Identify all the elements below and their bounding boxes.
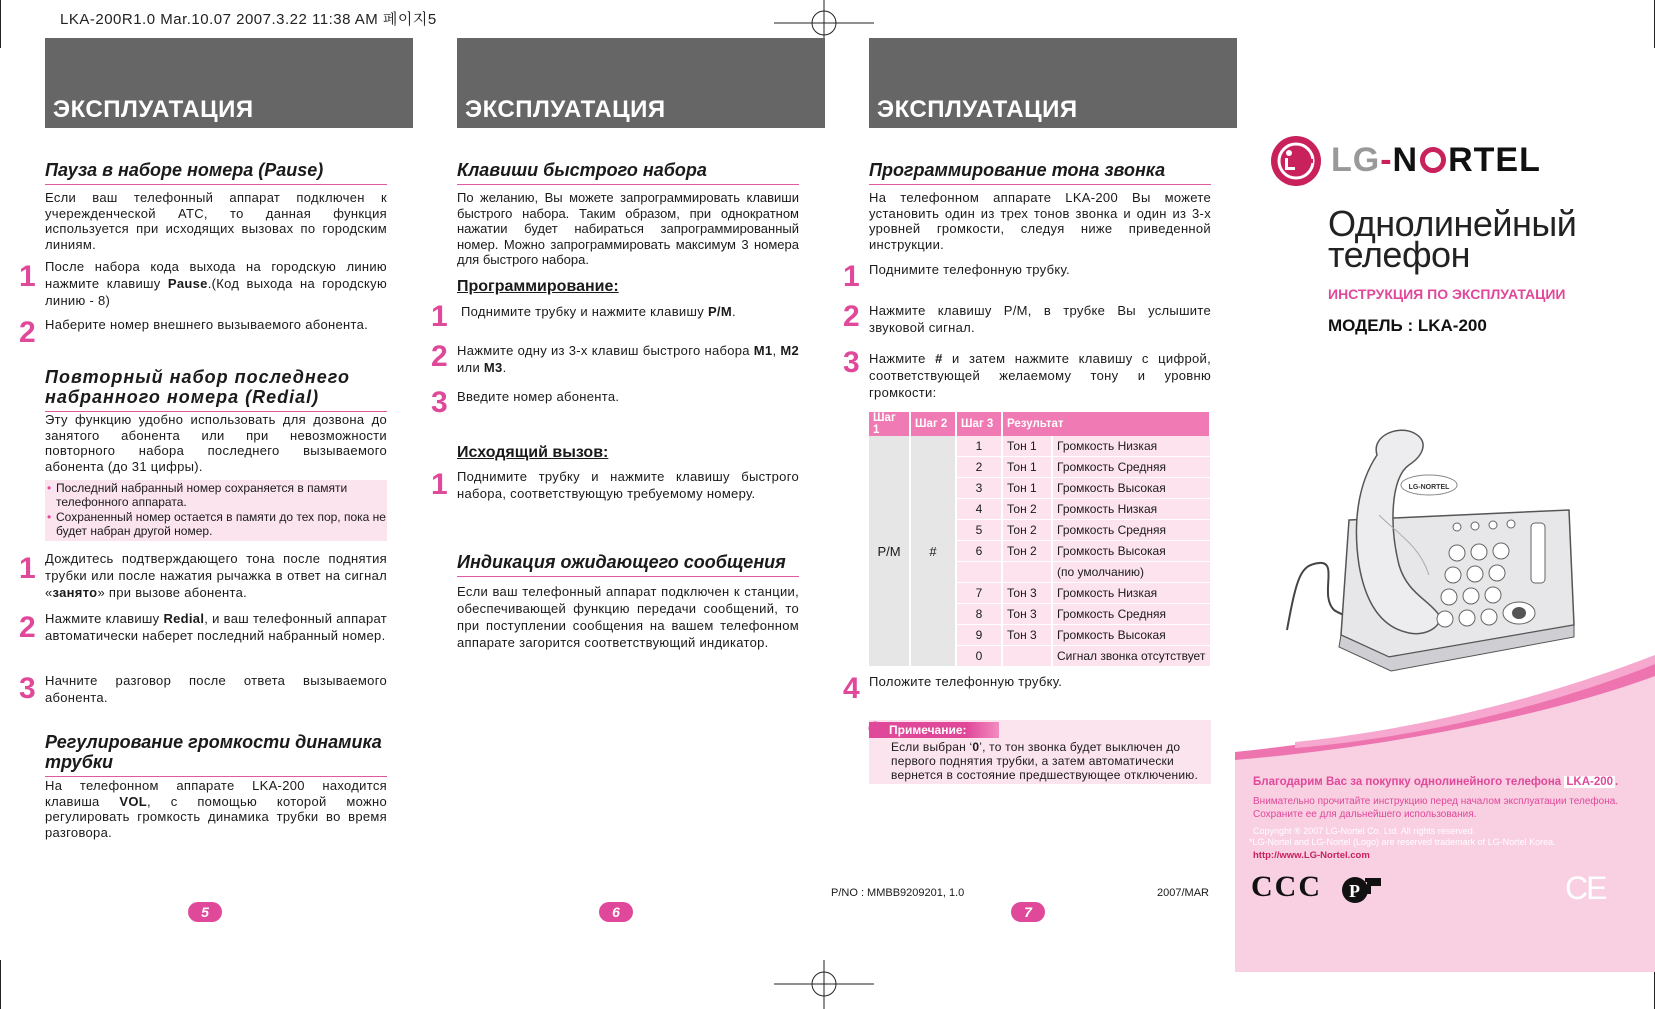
table-cell-result: Сигнал звонка отсутствует (1052, 646, 1210, 667)
header-bar-page7 (869, 38, 1237, 128)
speed-dial-intro: По желанию, Вы можете запрограммировать клавиши быстрого набора. Таким образом, при однократном нажатии будет набираться запрограммированный номер. Можно запрограммировать максимум 3 номера для быстрого набора. (457, 190, 799, 267)
table-cell-result: Громкость Высокая (1052, 625, 1210, 646)
table-cell-tone: Тон 3 (1002, 583, 1052, 604)
redial-step-2: Нажмите клавишу Redial, и ваш телефонный аппарат автоматически наберет последний набранный номер. (45, 611, 387, 643)
cover-title-line1: Однолинейный (1328, 203, 1577, 244)
step-number: 2 (843, 300, 860, 333)
table-cell-key: 7 (956, 583, 1002, 604)
table-cell-key (956, 562, 1002, 583)
table-cell-result: Громкость Высокая (1052, 478, 1210, 499)
table-header: Шаг 3 (956, 412, 1002, 436)
table-cell-tone (1002, 562, 1052, 583)
outgoing-step-1: Поднимите трубку и нажмите клавишу быстрого набора, соответствующую требуемому номеру. (457, 469, 799, 501)
step-number: 1 (431, 300, 448, 333)
note-box (869, 720, 1211, 784)
phone-illustration (1279, 425, 1579, 685)
table-cell-step1: P/M (869, 436, 910, 667)
note-text: Если выбран ‘0’, то тон звонка будет выключен до первого поднятия трубки, а затем автоматически вернется в состояние предшествующее отключению. (891, 740, 1199, 782)
outgoing-subtitle: Исходящий вызов: (457, 444, 609, 461)
table-cell-key: 5 (956, 520, 1002, 541)
header-label: ЭКСПЛУАТАЦИЯ (465, 96, 666, 123)
table-cell-result: Громкость Низкая (1052, 499, 1210, 520)
cover-title (1328, 203, 1577, 275)
cover-title-line2: телефон (1328, 234, 1470, 275)
speed-step-1: Поднимите трубку и нажмите клавишу P/M. (461, 304, 736, 319)
section-title-ring-tone: Программирование тона звонка (869, 160, 1211, 185)
page-6 (431, 150, 800, 710)
cover-page (1235, 0, 1655, 1009)
step-number: 3 (843, 346, 860, 379)
header-bar-page5 (45, 38, 413, 128)
redial-intro: Эту функцию удобно использовать для дозвона до занятого абонента или при невозможности повторного набора последнего вызываемого абонента (до 31 цифры). (45, 412, 387, 474)
page-number-5: 5 (188, 902, 222, 922)
table-cell-tone: Тон 2 (1002, 520, 1052, 541)
volume-text: На телефонном аппарате LKA-200 находится клавиша VOL, с помощью которой можно регулировать громкость динамика трубки во время разговора. (45, 778, 387, 840)
note-item: • Последний набранный номер сохраняется в памяти телефонного аппарата. (45, 482, 387, 509)
brand-logo-text: LG-N RTEL (1331, 141, 1541, 179)
step-number: 1 (19, 260, 36, 293)
speed-step-3: Введите номер абонента. (457, 389, 620, 404)
model-highlight: LKA-200 (1566, 776, 1614, 788)
note-item: • Сохраненный номер остается в памяти до тех пор, пока не будет набран другой номер. (45, 511, 387, 538)
redial-step-3: Начните разговор после ответа вызываемого абонента. (45, 673, 387, 705)
table-cell-key: 9 (956, 625, 1002, 646)
table-cell-tone: Тон 1 (1002, 457, 1052, 478)
part-number: P/NO : MMBB9209201, 1.0 (831, 887, 965, 899)
website-link[interactable]: http://www.LG-Nortel.com (1253, 850, 1370, 861)
ccc-mark: CCC (1251, 870, 1322, 903)
logo-o-ring (1420, 147, 1446, 173)
table-cell-tone: Тон 2 (1002, 499, 1052, 520)
ring-step-2: Нажмите клавишу P/M, в трубке Вы услышите звуковой сигнал. (869, 303, 1211, 335)
table-cell-result: Громкость Высокая (1052, 541, 1210, 562)
table-cell-tone: Тон 3 (1002, 625, 1052, 646)
table-cell-result: Громкость Средняя (1052, 520, 1210, 541)
table-header: Шаг 1 (869, 412, 910, 436)
ring-step-1: Поднимите телефонную трубку. (869, 262, 1070, 277)
table-cell-result: Громкость Средняя (1052, 604, 1210, 625)
table-cell-result: Громкость Средняя (1052, 457, 1210, 478)
phone-brand-label: LG-NORTEL (1408, 484, 1450, 491)
ring-tone-intro: На телефонном аппарате LKA-200 Вы можете установить один из трех тонов звонка и один из 3-х уровней громкости, следуя ниже приведенной инструкции. (869, 190, 1211, 252)
crop-mark (0, 0, 1, 48)
table-cell-key: 6 (956, 541, 1002, 562)
table-cell-key: 0 (956, 646, 1002, 667)
pause-step-1: После набора кода выхода на городскую линию нажмите клавишу Pause.(Код выхода на городскую линию - 8) (45, 259, 387, 308)
table-cell-tone: Тон 2 (1002, 541, 1052, 562)
ce-mark: CE (1565, 870, 1606, 906)
pause-intro: Если ваш телефонный аппарат подключен к учережденческой АТС, то данная функция используется при исходящих вызовах по городским линиям. (45, 190, 387, 252)
registration-mark-bottom (774, 960, 874, 1009)
ring-step-4: Положите телефонную трубку. (869, 674, 1063, 689)
print-date: 2007/MAR (1157, 887, 1209, 899)
step-number: 2 (19, 611, 36, 644)
table-cell-key: 4 (956, 499, 1002, 520)
section-title-message: Индикация ожидающего сообщения (457, 552, 799, 577)
table-cell-tone: Тон 1 (1002, 478, 1052, 499)
header-label: ЭКСПЛУАТАЦИЯ (53, 96, 254, 123)
table-header: Шаг 2 (910, 412, 956, 436)
crop-mark (0, 960, 1, 1009)
table-header: Результат (1002, 412, 1210, 436)
redial-notes (45, 480, 387, 541)
table-cell-key: 2 (956, 457, 1002, 478)
table-cell-result: Громкость Низкая (1052, 583, 1210, 604)
header-label: ЭКСПЛУАТАЦИЯ (877, 96, 1078, 123)
table-cell-result: Громкость Низкая (1052, 436, 1210, 457)
table-cell-tone: Тон 3 (1002, 604, 1052, 625)
page-number-6: 6 (599, 902, 633, 922)
svg-text:P: P (1349, 881, 1360, 901)
speed-step-2: Нажмите одну из 3-х клавиш быстрого набора M1, M2 или M3. (457, 343, 800, 375)
table-cell-key: 8 (956, 604, 1002, 625)
step-number: 2 (19, 316, 36, 349)
step-number: 3 (431, 386, 448, 419)
table-cell-tone (1002, 646, 1052, 667)
message-text: Если ваш телефонный аппарат подключен к станции, обеспечивающей функцию передачи сообщений, то при поступлении сообщения на вашем телефонном аппарате загорится соответствующий индикатор. (457, 584, 799, 650)
step-number: 1 (843, 260, 860, 293)
section-title-pause: Пауза в наборе номера (Pause) (45, 160, 387, 185)
ring-step-3: Нажмите # и затем нажмите клавишу с цифрой, соответствующей желаемому тону и уровню громкости: (869, 351, 1211, 400)
step-number: 1 (431, 468, 448, 501)
programming-subtitle: Программирование: (457, 278, 619, 295)
lg-logo-icon (1269, 134, 1323, 188)
advice-text: Внимательно прочитайте инструкцию перед началом эксплуатации телефона. Сохраните ее для дальнейшего использования. (1253, 796, 1619, 820)
page-number-7: 7 (1011, 902, 1045, 922)
step-number: 3 (19, 672, 36, 705)
section-title-speed-dial: Клавиши быстрого набора (457, 160, 799, 185)
table-cell-step2: # (910, 436, 956, 667)
page-7 (843, 150, 1211, 790)
table-cell-key: 1 (956, 436, 1002, 457)
section-title-redial: Повторный набор последнего набранного номера (Redial) (45, 367, 387, 412)
cover-subtitle: ИНСТРУКЦИЯ ПО ЭКСПЛУАТАЦИИ (1328, 286, 1566, 302)
table-row (869, 436, 1210, 457)
copyright-text: Copyright ® 2007 LG-Nortel Co. Ltd. All rights reserved. *LG-Nortel and LG-Nortel (Logo) are reserved trademark of LG-Nortel Korea. (1249, 826, 1556, 847)
table-cell-key: 3 (956, 478, 1002, 499)
redial-step-1: Дождитесь подтверждающего тона после поднятия трубки или после нажатия рычажка в ответ на сигнал «занято» при вызове абонента. (45, 551, 387, 600)
pause-step-2: Наберите номер внешнего вызываемого абонента. (45, 317, 369, 332)
step-number: 2 (431, 340, 448, 373)
step-number: 1 (19, 552, 36, 585)
note-label: Примечание: (889, 723, 967, 737)
magnifier-icon (867, 720, 887, 740)
page-5 (19, 150, 387, 850)
section-title-volume: Регулирование громкости динамика трубки (45, 732, 387, 777)
header-bar-page6 (457, 38, 825, 128)
table-cell-result: (по умолчанию) (1052, 562, 1210, 583)
print-info: LKA-200R1.0 Mar.10.07 2007.3.22 11:38 AM 페이지5 (60, 11, 437, 28)
cover-model: МОДЕЛЬ : LKA-200 (1328, 316, 1487, 335)
table-cell-tone: Тон 1 (1002, 436, 1052, 457)
step-number: 4 (843, 672, 860, 705)
pct-certification-icon (1339, 872, 1383, 906)
thanks-line: Благодарим Вас за покупку однолинейного телефона LKA-200 . (1253, 776, 1619, 788)
ring-tone-table (869, 412, 1211, 667)
